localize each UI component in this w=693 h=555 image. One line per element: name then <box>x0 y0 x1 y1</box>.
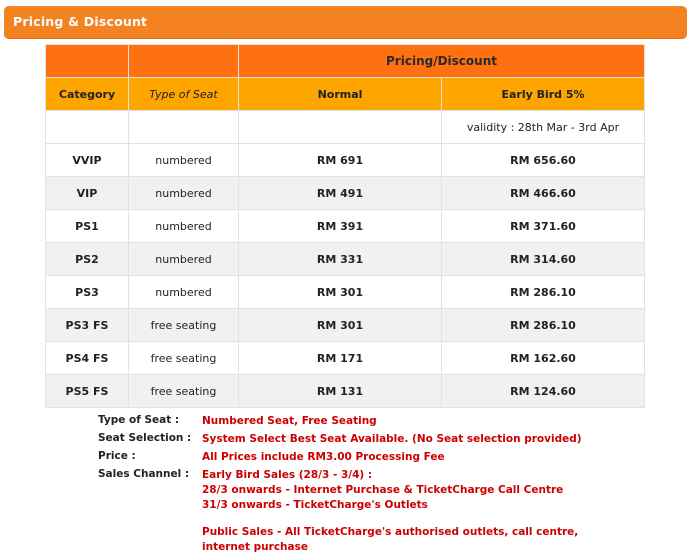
early-bird-price-cell: RM 124.60 <box>442 375 645 408</box>
table-row <box>46 210 645 243</box>
early-bird-price-cell: RM 286.10 <box>442 309 645 342</box>
category-column-header: Category <box>46 78 129 111</box>
early-bird-price-cell: RM 466.60 <box>442 177 645 210</box>
early-bird-price-cell: RM 162.60 <box>442 342 645 375</box>
blank-cell <box>129 111 239 144</box>
blank-header-cell <box>129 45 239 78</box>
seat-type-cell: numbered <box>129 210 239 243</box>
normal-price-cell: RM 301 <box>239 309 442 342</box>
normal-price-cell: RM 171 <box>239 342 442 375</box>
seat-type-cell: numbered <box>129 276 239 309</box>
blank-cell <box>239 111 442 144</box>
pricing-table <box>45 44 645 408</box>
early-bird-price-cell: RM 314.60 <box>442 243 645 276</box>
seat-type-cell: free seating <box>129 342 239 375</box>
category-cell: PS5 FS <box>46 375 129 408</box>
normal-column-header: Normal <box>239 78 442 111</box>
note-value: System Select Best Seat Available. (No Seat selection provided) <box>202 433 582 445</box>
category-cell: PS1 <box>46 210 129 243</box>
table-column-header-row <box>46 78 645 111</box>
note-value: Numbered Seat, Free Seating <box>202 415 377 427</box>
section-title: Pricing & Discount <box>13 14 148 29</box>
normal-price-cell: RM 301 <box>239 276 442 309</box>
normal-price-cell: RM 391 <box>239 210 442 243</box>
validity-row <box>46 111 645 144</box>
note-label: Sales Channel : <box>98 468 190 480</box>
early-bird-sales-line: Early Bird Sales (28/3 - 3/4) : <box>202 469 373 481</box>
public-sales-line: Public Sales - All TicketCharge's authorised outlets, call centre, internet purchase <box>202 526 579 553</box>
seat-type-cell: numbered <box>129 243 239 276</box>
note-label: Price : <box>98 450 136 462</box>
seat-type-cell: numbered <box>129 177 239 210</box>
seat-type-cell: free seating <box>129 309 239 342</box>
blank-header-cell <box>46 45 129 78</box>
table-row <box>46 276 645 309</box>
type-of-seat-column-header: Type of Seat <box>129 78 239 111</box>
category-cell: PS2 <box>46 243 129 276</box>
note-value: All Prices include RM3.00 Processing Fee <box>202 451 445 463</box>
category-cell: PS3 <box>46 276 129 309</box>
early-bird-price-cell: RM 371.60 <box>442 210 645 243</box>
section-header-bar <box>4 6 687 38</box>
outlets-line: 31/3 onwards - TicketCharge's Outlets <box>202 499 428 511</box>
category-cell: PS3 FS <box>46 309 129 342</box>
seat-type-cell: numbered <box>129 144 239 177</box>
blank-cell <box>46 111 129 144</box>
early-bird-column-header: Early Bird 5% <box>442 78 645 111</box>
normal-price-cell: RM 131 <box>239 375 442 408</box>
category-cell: VVIP <box>46 144 129 177</box>
normal-price-cell: RM 691 <box>239 144 442 177</box>
note-value <box>202 468 602 555</box>
spacer <box>202 513 602 525</box>
note-label: Type of Seat : <box>98 414 180 426</box>
table-row <box>46 309 645 342</box>
note-label: Seat Selection : <box>98 432 192 444</box>
table-row <box>46 342 645 375</box>
pricing-discount-header: Pricing/Discount <box>239 45 645 78</box>
early-bird-price-cell: RM 286.10 <box>442 276 645 309</box>
price-rows <box>46 144 645 408</box>
table-row <box>46 144 645 177</box>
seat-type-cell: free seating <box>129 375 239 408</box>
table-group-header-row <box>46 45 645 78</box>
category-cell: VIP <box>46 177 129 210</box>
internet-purchase-line: 28/3 onwards - Internet Purchase & TicketCharge Call Centre <box>202 484 564 496</box>
normal-price-cell: RM 331 <box>239 243 442 276</box>
early-bird-price-cell: RM 656.60 <box>442 144 645 177</box>
category-cell: PS4 FS <box>46 342 129 375</box>
table-row <box>46 177 645 210</box>
table-row <box>46 375 645 408</box>
normal-price-cell: RM 491 <box>239 177 442 210</box>
early-bird-validity: validity : 28th Mar - 3rd Apr <box>442 111 645 144</box>
table-row <box>46 243 645 276</box>
